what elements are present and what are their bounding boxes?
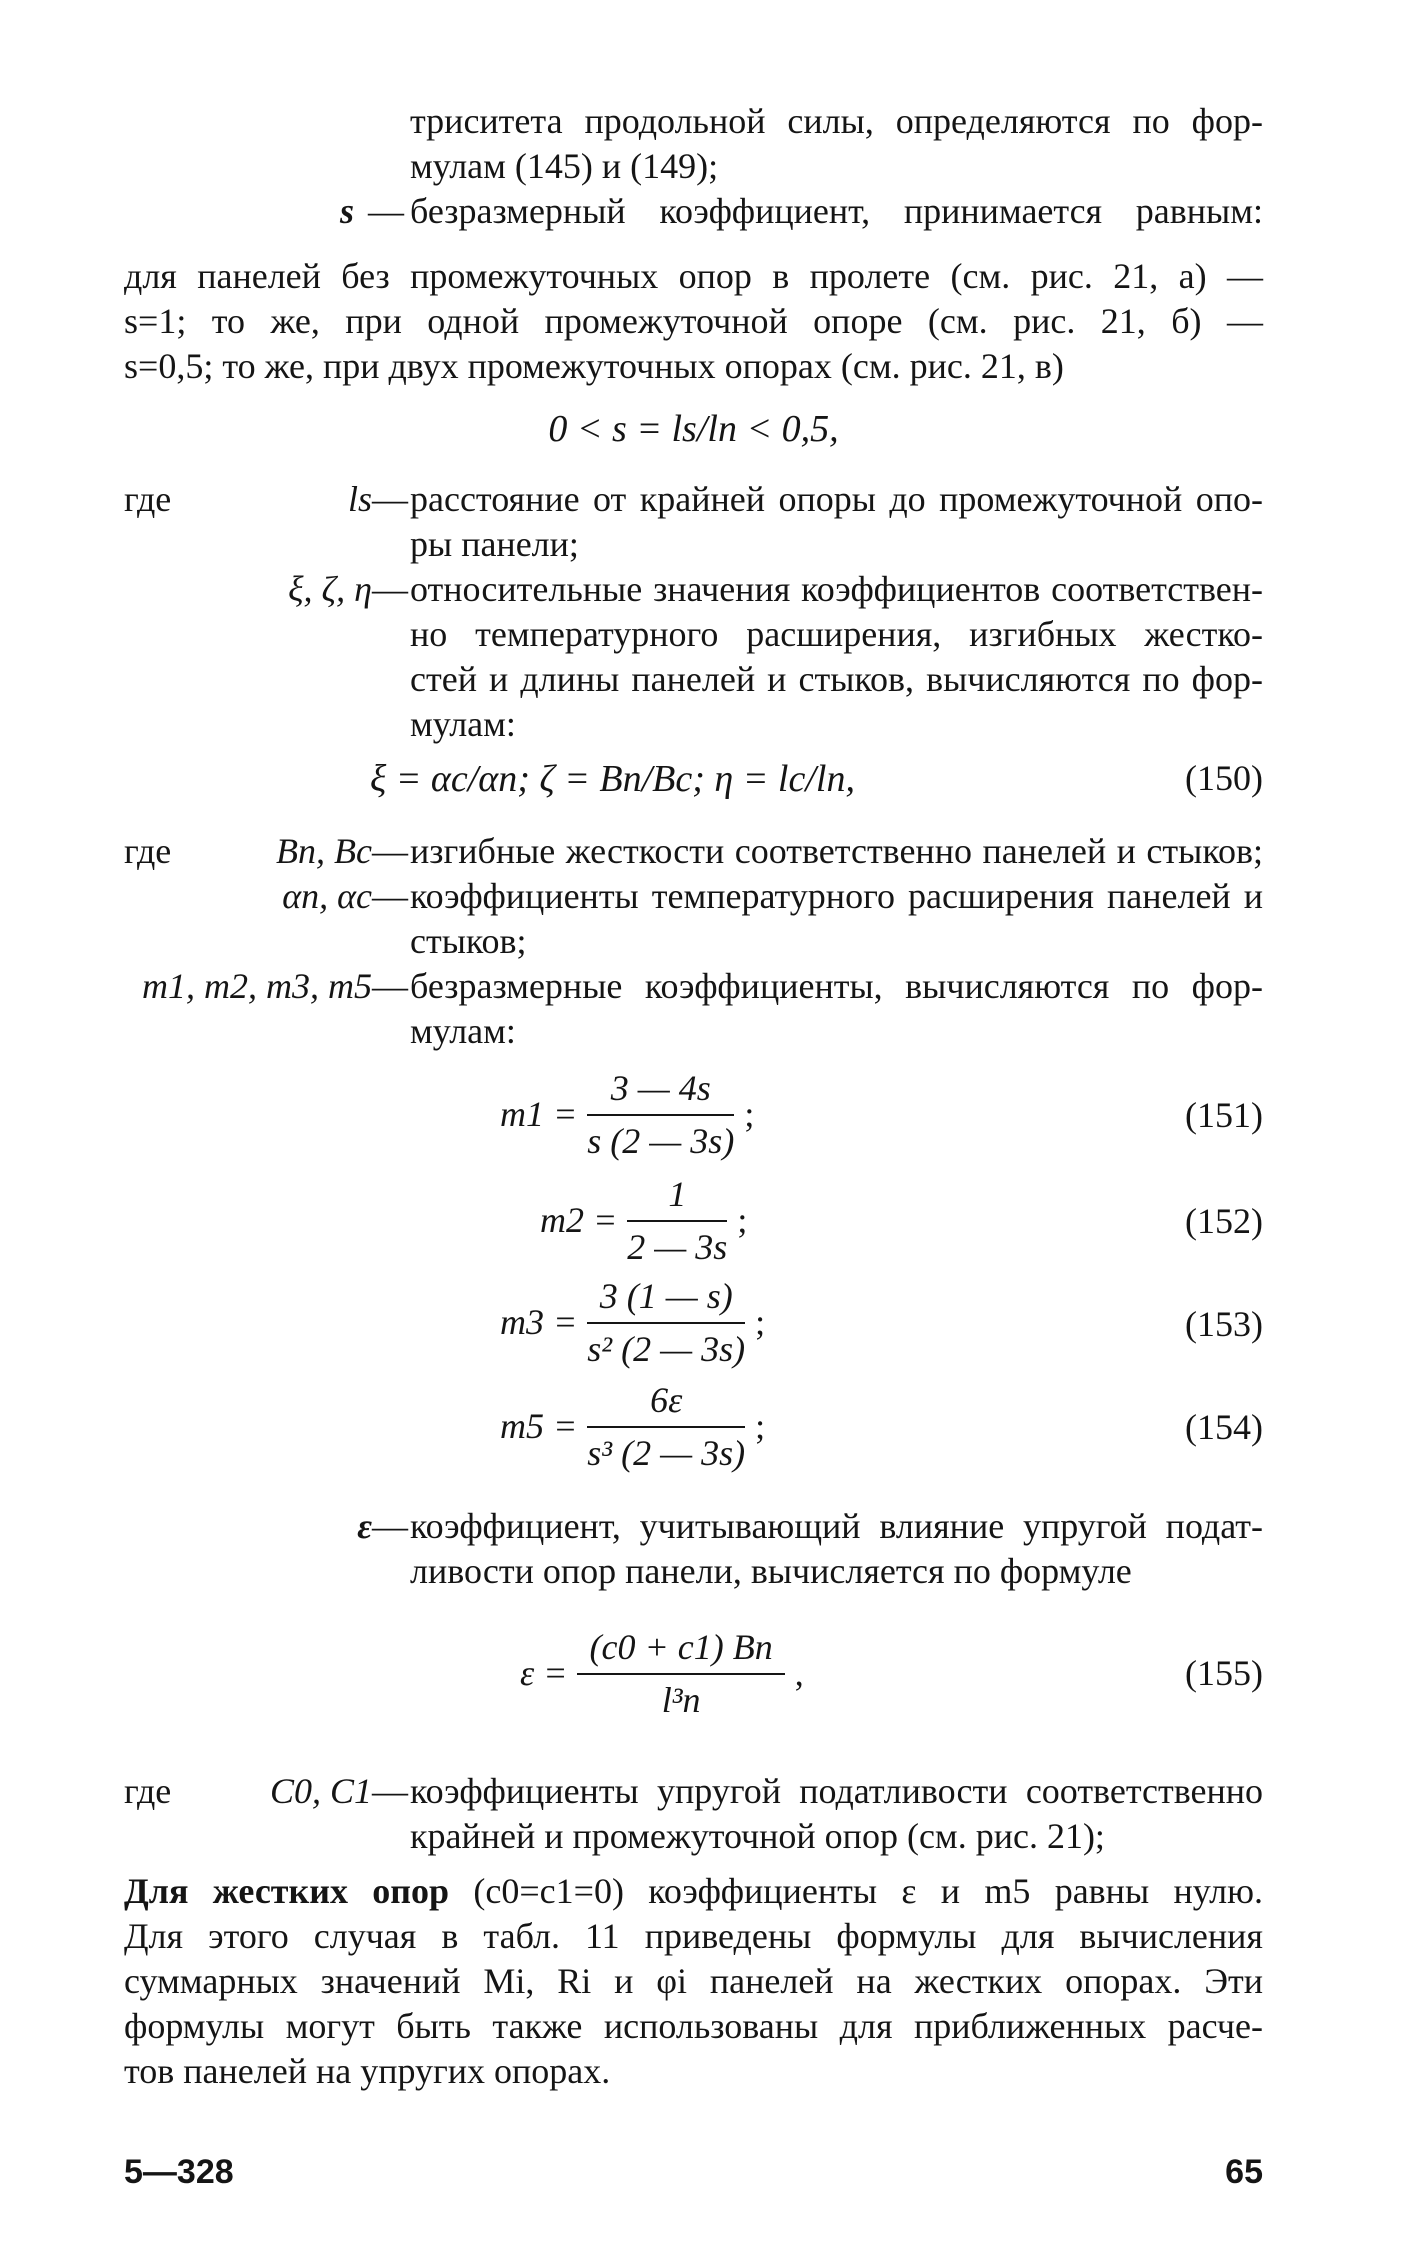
- equation-153-fraction: [587, 1275, 745, 1371]
- xi-zeta-eta-symbols: ξ, ζ, η: [288, 569, 372, 609]
- epsilon-text-1: коэффициент, учитывающий влияние упругой подат-: [410, 1506, 1263, 1546]
- equation-150-number: (150): [1185, 758, 1263, 798]
- equation-152-lhs: m2 =: [540, 1200, 618, 1241]
- equation-151-lhs: m1 =: [500, 1094, 578, 1135]
- m-text-1: безразмерные коэффициенты, вычисляются по фор-: [410, 966, 1263, 1006]
- xi-text-1: относительные значения коэффициентов соответствен-: [410, 569, 1263, 609]
- equation-153-denominator: s² (2 — 3s): [587, 1329, 746, 1369]
- alpha-text-1: коэффициенты температурного расширения панелей и: [410, 876, 1263, 916]
- equation-154-number: (154): [1185, 1407, 1263, 1447]
- m-dash: —: [372, 966, 408, 1006]
- xi-text-3: стей и длины панелей и стыков, вычисляются по фор-: [410, 659, 1263, 699]
- equation-151-number: (151): [1185, 1095, 1263, 1135]
- final-paragraph-line-5: тов панелей на упругих опорах.: [124, 2051, 611, 2091]
- equation-153-number: (153): [1185, 1304, 1263, 1344]
- continuation-line-1: триситета продольной силы, определяются по фор-: [410, 101, 1263, 141]
- equation-155-lhs: ε =: [520, 1653, 568, 1694]
- final-paragraph-bold-lead: Для жестких опор: [124, 1871, 450, 1911]
- page-number: 65: [1225, 2153, 1263, 2191]
- equation-154-lhs: m5 =: [500, 1406, 578, 1447]
- s-values-line-3: s=0,5; то же, при двух промежуточных опорах (см. рис. 21, в): [124, 346, 1064, 386]
- inequality-formula: 0 < s = ls/lп < 0,5,: [548, 408, 839, 450]
- equation-155-denominator: l³п: [661, 1680, 701, 1720]
- equation-152-numerator: 1: [627, 1173, 727, 1222]
- equation-151: [500, 1060, 754, 1170]
- equation-155-number: (155): [1185, 1653, 1263, 1693]
- final-paragraph-line-2: Для этого случая в табл. 11 приведены формулы для вычисления: [124, 1916, 1263, 1956]
- equation-151-numerator: 3 — 4s: [587, 1067, 734, 1116]
- equation-154: [500, 1372, 765, 1482]
- s-dash: —: [368, 191, 404, 231]
- final-paragraph-line-3: суммарных значений Mi, Ri и φi панелей на жестких опорах. Эти: [124, 1961, 1263, 2001]
- equation-151-fraction: [587, 1067, 734, 1163]
- b-dash: —: [372, 831, 408, 871]
- xi-text-4: мулам:: [410, 704, 516, 744]
- ls-text-1: расстояние от крайней опоры до промежуточной опо-: [410, 479, 1263, 519]
- equation-155: [520, 1612, 804, 1736]
- final-paragraph-line-4: формулы могут быть также использованы для приближенных расче-: [124, 2006, 1263, 2046]
- s-symbol: s: [340, 191, 355, 231]
- where-label-2: где: [124, 831, 172, 871]
- equation-154-semicolon: ;: [755, 1406, 766, 1447]
- alpha-dash: —: [372, 876, 408, 916]
- xi-dash: —: [372, 569, 408, 609]
- equation-151-denominator: s (2 — 3s): [587, 1121, 735, 1161]
- printer-signature: 5—328: [124, 2153, 234, 2191]
- equation-150: ξ = αс/αп; ζ = Bп/Bс; η = lс/lп,: [370, 758, 855, 800]
- equation-152-denominator: 2 — 3s: [627, 1227, 728, 1267]
- equation-151-semicolon: ;: [744, 1094, 755, 1135]
- c-text-2: крайней и промежуточной опор (см. рис. 21);: [410, 1816, 1105, 1856]
- ls-dash: —: [372, 479, 408, 519]
- c-symbols: C0, C1: [269, 1771, 372, 1811]
- where-label-3: где: [124, 1771, 172, 1811]
- final-paragraph-text-1: (c0=c1=0) коэффициенты ε и m5 равны нулю.: [473, 1871, 1263, 1911]
- epsilon-dash: —: [372, 1506, 408, 1546]
- equation-153-semicolon: ;: [755, 1302, 766, 1343]
- equation-152-number: (152): [1185, 1201, 1263, 1241]
- s-values-line-2: s=1; то же, при одной промежуточной опоре (см. рис. 21, б) —: [124, 301, 1263, 341]
- equation-154-numerator: 6ε: [587, 1379, 745, 1428]
- equation-153-lhs: m3 =: [500, 1302, 578, 1343]
- equation-155-comma: ,: [794, 1653, 804, 1694]
- epsilon-text-2: ливости опор панели, вычисляется по формуле: [410, 1551, 1132, 1591]
- alpha-symbols: αп, αс: [282, 876, 372, 916]
- equation-152-semicolon: ;: [737, 1200, 748, 1241]
- equation-155-numerator: (c0 + c1) Bп: [577, 1626, 784, 1675]
- equation-154-fraction: [587, 1379, 745, 1475]
- equation-152: [540, 1168, 747, 1274]
- equation-153: [500, 1268, 765, 1378]
- s-text: безразмерный коэффициент, принимается равным:: [410, 191, 1263, 231]
- m-symbols: m1, m2, m3, m5: [142, 966, 372, 1006]
- epsilon-symbol: ε: [357, 1506, 372, 1546]
- s-definition: [340, 190, 1263, 233]
- s-values-line-1: для панелей без промежуточных опор в пролете (см. рис. 21, а) —: [124, 256, 1263, 296]
- b-text: изгибные жесткости соответственно панелей и стыков;: [410, 831, 1263, 871]
- where-label-1: где: [124, 479, 172, 519]
- c-dash: —: [372, 1771, 408, 1811]
- equation-154-denominator: s³ (2 — 3s): [587, 1433, 746, 1473]
- b-symbols: Bп, Bс: [276, 831, 372, 871]
- alpha-text-2: стыков;: [410, 921, 527, 961]
- m-text-2: мулам:: [410, 1011, 516, 1051]
- c-text-1: коэффициенты упругой податливости соответственно: [410, 1771, 1263, 1811]
- equation-155-fraction: [577, 1626, 784, 1722]
- continuation-line-2: мулам (145) и (149);: [410, 146, 719, 186]
- equation-153-numerator: 3 (1 — s): [587, 1275, 745, 1324]
- final-paragraph-line-1: [124, 1870, 1263, 1913]
- ls-symbol: ls: [347, 479, 372, 519]
- equation-152-fraction: [627, 1173, 727, 1269]
- ls-text-2: ры панели;: [410, 524, 579, 564]
- xi-text-2: но температурного расширения, изгибных жестко-: [410, 614, 1263, 654]
